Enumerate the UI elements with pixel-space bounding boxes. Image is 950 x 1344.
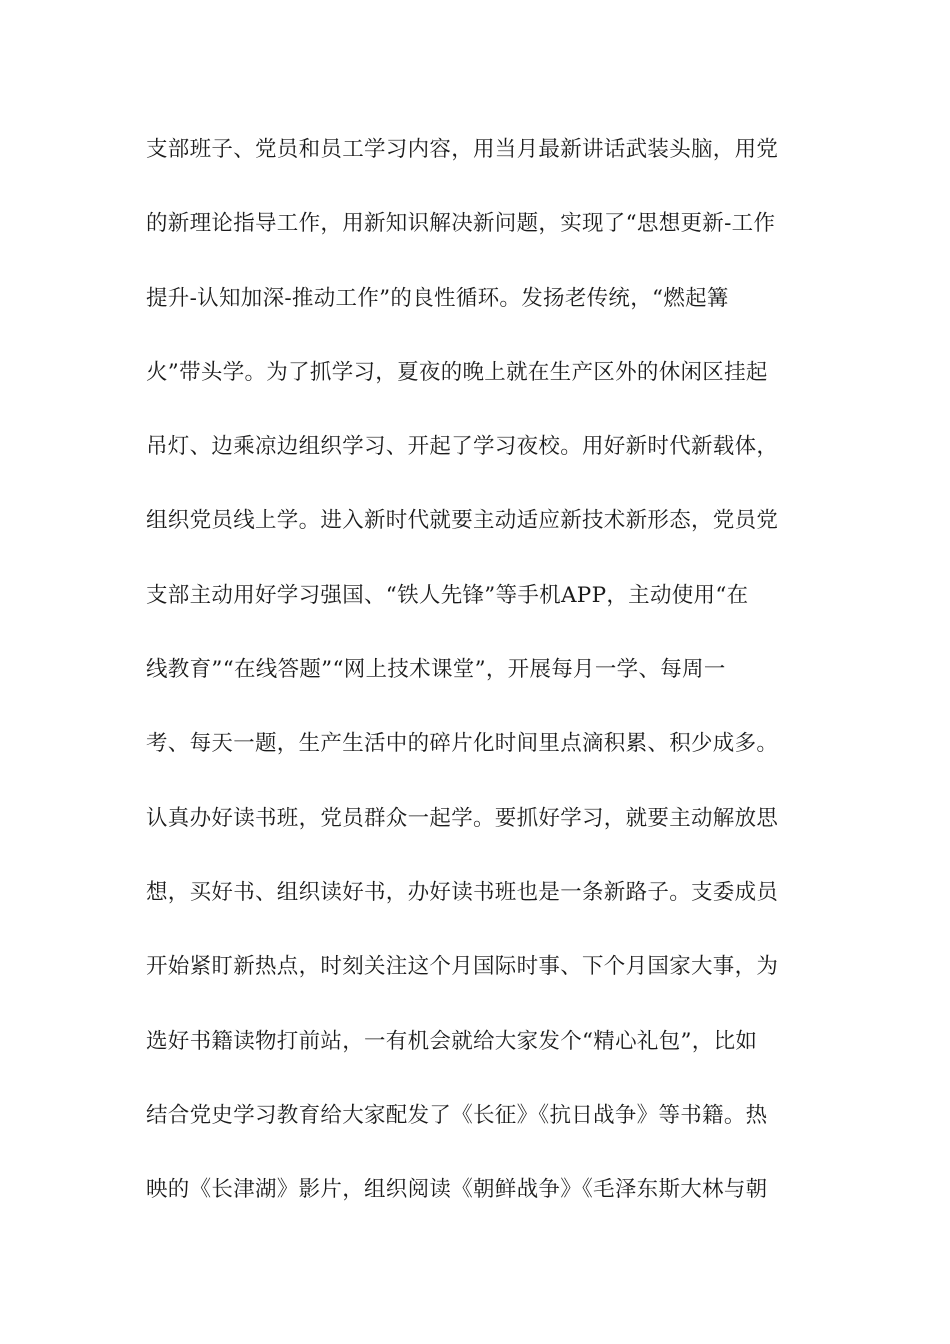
- text-line: 组织党员线上学。进入新时代就要主动适应新技术新形态，党员党: [146, 508, 779, 534]
- text-line: 认真办好读书班，党员群众一起学。要抓好学习，就要主动解放思: [146, 805, 779, 831]
- text-line: 吊灯、边乘凉边组织学习、开起了学习夜校。用好新时代新载体，: [146, 434, 779, 460]
- text-line: 选好书籍读物打前站，一有机会就给大家发个“精心礼包”，比如: [146, 1028, 758, 1054]
- text-line: 开始紧盯新热点，时刻关注这个月国际时事、下个月国家大事，为: [146, 954, 779, 980]
- text-line: 支部班子、党员和员工学习内容，用当月最新讲话武装头脑，用党: [146, 137, 779, 162]
- text-line: 提升-认知加深-推动工作”的良性循环。发扬老传统，“燃起篝: [146, 285, 729, 311]
- text-line: 支部主动用好学习强国、“铁人先锋”等手机APP，主动使用“在: [146, 582, 749, 608]
- text-line: 的新理论指导工作，用新知识解决新问题，实现了“思想更新-工作: [146, 211, 776, 237]
- text-line: 映的《长津湖》影片，组织阅读《朝鲜战争》《毛泽东斯大林与朝: [146, 1177, 768, 1203]
- text-line: 考、每天一题，生产生活中的碎片化时间里点滴积累、积少成多。: [146, 731, 779, 757]
- text-line: 结合党史学习教育给大家配发了《长征》《抗日战争》等书籍。热: [146, 1102, 768, 1128]
- text-line: 线教育”“在线答题”“网上技术课堂”，开展每月一学、每周一: [146, 657, 726, 683]
- body-text: [146, 130, 806, 1244]
- text-line: 火”带头学。为了抓学习，夏夜的晚上就在生产区外的休闲区挂起: [146, 359, 768, 385]
- text-line: 想，买好书、组织读好书，办好读书班也是一条新路子。支委成员: [146, 879, 779, 905]
